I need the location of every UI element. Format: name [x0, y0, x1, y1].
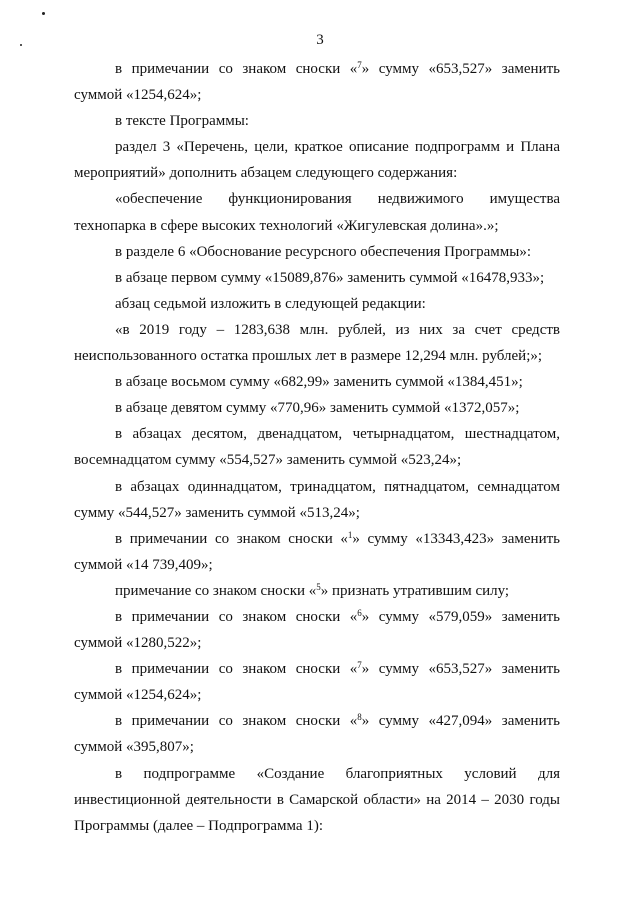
- paragraph: [74, 56, 560, 108]
- paragraph-text: в примечании со знаком сноски «: [115, 608, 358, 625]
- paragraph-text: » сумму «427,094» заменить суммой «395,807»;: [74, 713, 560, 756]
- page-number: 3: [316, 32, 324, 48]
- footnote-mark: 8: [357, 712, 362, 723]
- paragraph: [74, 265, 560, 291]
- paragraph: [74, 474, 560, 526]
- paragraph-text: в абзацах одиннадцатом, тринадцатом, пятнадцатом, семнадцатом сумму «544,527» заменить суммой «513,24»;: [74, 478, 560, 521]
- paragraph: [74, 291, 560, 317]
- paragraph-text: в примечании со знаком сноски «: [115, 530, 348, 547]
- paragraph-text: » сумму «13343,423» заменить суммой «14 739,409»;: [74, 530, 560, 573]
- paragraph-text: в разделе 6 «Обоснование ресурсного обеспечения Программы»:: [115, 243, 532, 260]
- paragraph-text: раздел 3 «Перечень, цели, краткое описание подпрограмм и Плана мероприятий» дополнить абзацем следующего содержания:: [74, 139, 560, 182]
- paragraph-text: в примечании со знаком сноски «: [115, 61, 358, 77]
- paragraph-text: «в 2019 году – 1283,638 млн. рублей, из них за счет средств неиспользованного остатка прошлых лет в размере 12,294 млн. рублей;»;: [74, 321, 560, 365]
- paragraph: [74, 656, 560, 708]
- paragraph-text: абзац седьмой изложить в следующей редакции:: [115, 295, 426, 312]
- paragraph-text: » сумму «653,527» заменить суммой «1254,624»;: [74, 661, 560, 704]
- paragraph-text: » признать утратившим силу;: [320, 582, 510, 599]
- paragraph-text: в абзаце восьмом сумму «682,99» заменить суммой «1384,451»;: [115, 374, 523, 391]
- paragraph-text: в подпрограмме «Создание благоприятных условий для инвестиционной деятельности в Самарской области» на 2014 – 2030 годы Программы (далее – Подпрограмма 1):: [74, 765, 560, 834]
- paragraph-text: » сумму «653,527» заменить суммой «1254,624»;: [74, 61, 560, 104]
- paragraph-text: в примечании со знаком сноски «: [115, 661, 358, 678]
- document-body: [74, 56, 560, 839]
- footnote-mark: 7: [357, 60, 362, 70]
- paragraph: [74, 526, 560, 578]
- paragraph-text: примечание со знаком сноски «: [115, 582, 317, 599]
- footnote-mark: 1: [347, 529, 353, 540]
- paragraph-text: » сумму «579,059» заменить суммой «1280,522»;: [74, 608, 560, 652]
- paragraph: [74, 395, 560, 421]
- paragraph: [74, 708, 560, 760]
- paragraph: [74, 317, 560, 369]
- paragraph: [74, 761, 560, 839]
- paragraph-text: в абзаце первом сумму «15089,876» заменить суммой «16478,933»;: [115, 269, 545, 286]
- scan-speck: [42, 12, 45, 15]
- footnote-mark: 7: [357, 660, 362, 671]
- paragraph: [74, 108, 560, 134]
- paragraph: [74, 239, 560, 265]
- paragraph-text: в абзацах десятом, двенадцатом, четырнадцатом, шестнадцатом, восемнадцатом сумму «554,527» заменить суммой «523,24»;: [74, 426, 560, 469]
- paragraph-text: «обеспечение функционирования недвижимого имущества технопарка в сфере высоких технологий «Жигулевская долина».»;: [74, 191, 560, 234]
- paragraph-text: в абзаце девятом сумму «770,96» заменить суммой «1372,057»;: [115, 400, 520, 417]
- footnote-mark: 5: [316, 581, 321, 592]
- paragraph-text: в примечании со знаком сноски «: [115, 713, 358, 730]
- paragraph: [74, 134, 560, 186]
- footnote-mark: 6: [357, 607, 362, 618]
- paragraph: [74, 578, 560, 604]
- paragraph-text: в тексте Программы:: [115, 113, 249, 130]
- paragraph: [74, 421, 560, 473]
- paragraph: [74, 604, 560, 656]
- paragraph: [74, 186, 560, 238]
- paragraph: [74, 369, 560, 395]
